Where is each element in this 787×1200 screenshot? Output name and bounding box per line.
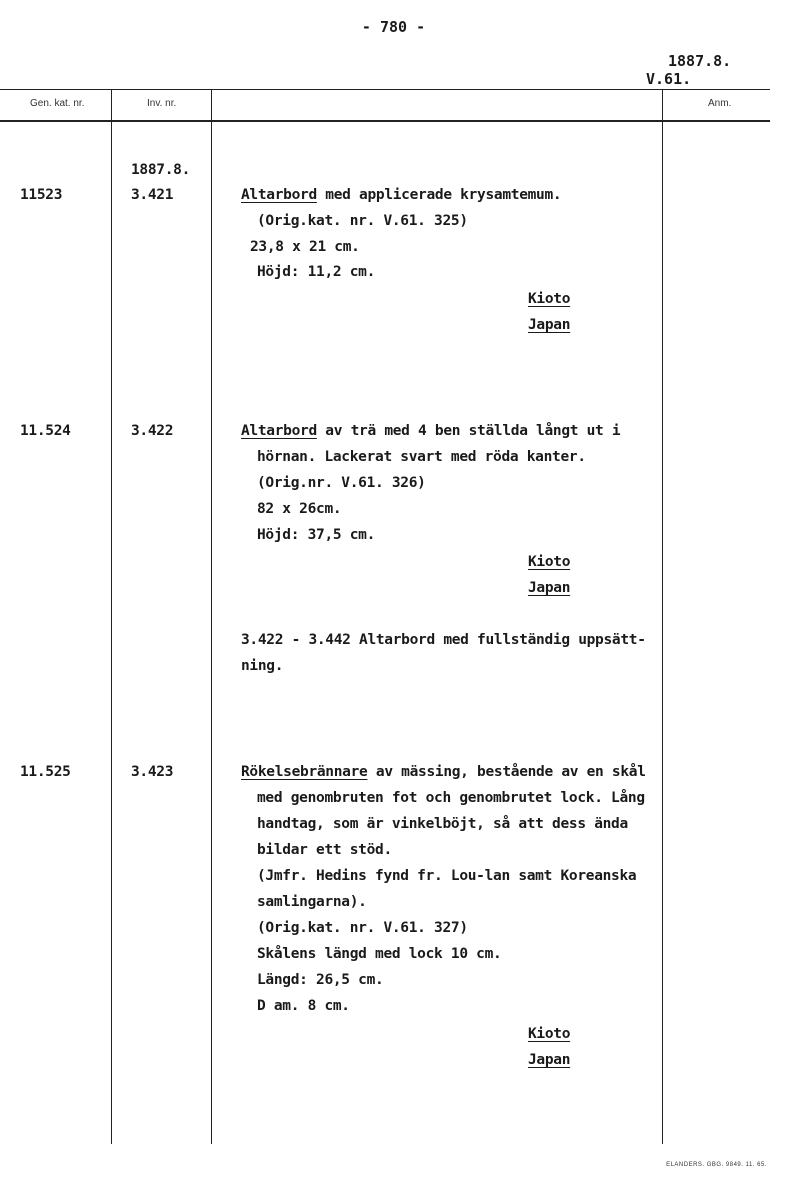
entry-note-line: ning.	[241, 658, 284, 674]
entry-first-line: Rökelsebrännare av mässing, bestående av en skål	[241, 764, 646, 780]
entry-line: Höjd: 37,5 cm.	[257, 527, 376, 543]
gen-kat-number: 11.525	[20, 764, 71, 780]
column-divider-2	[211, 89, 212, 1144]
entry-line: Höjd: 11,2 cm.	[257, 264, 376, 280]
column-divider-1	[111, 89, 112, 1144]
entry-line: (Orig.kat. nr. V.61. 327)	[257, 920, 468, 936]
header-date: 1887.8.	[131, 162, 191, 178]
gen-kat-number: 11523	[20, 187, 63, 203]
entry-title: Rökelsebrännare	[241, 764, 368, 780]
entry-title: Altarbord	[241, 423, 317, 439]
entry-line: 23,8 x 21 cm.	[250, 239, 360, 255]
entry-line: bildar ett stöd.	[257, 842, 392, 858]
place-city: Kioto	[528, 291, 571, 307]
column-header-gen-kat: Gen. kat. nr.	[30, 98, 85, 109]
column-header-anm: Anm.	[708, 98, 732, 109]
corner-date: 1887.8.	[668, 52, 732, 70]
entry-first-line: Altarbord med applicerade krysamtemum.	[241, 187, 562, 203]
column-header-inv: Inv. nr.	[147, 98, 177, 109]
entry-note-line: 3.422 - 3.442 Altarbord med fullständig uppsätt-	[241, 632, 646, 648]
header-top-rule	[0, 89, 770, 90]
place-country: Japan	[528, 580, 571, 596]
entry-line: (Orig.nr. V.61. 326)	[257, 475, 426, 491]
entry-title: Altarbord	[241, 187, 317, 203]
entry-line: hörnan. Lackerat svart med röda kanter.	[257, 449, 586, 465]
page-number: - 780 -	[361, 18, 426, 36]
inv-number: 3.423	[131, 764, 174, 780]
entry-line: 82 x 26cm.	[257, 501, 342, 517]
place-city: Kioto	[528, 554, 571, 570]
gen-kat-number: 11.524	[20, 423, 71, 439]
place-city: Kioto	[528, 1026, 571, 1042]
inv-number: 3.422	[131, 423, 174, 439]
corner-collection: V.61.	[646, 70, 692, 88]
place-country: Japan	[528, 317, 571, 333]
inv-number: 3.421	[131, 187, 174, 203]
entry-line: Skålens längd med lock 10 cm.	[257, 946, 502, 962]
entry-line: med genombruten fot och genombrutet lock. Lång	[257, 790, 645, 806]
entry-line: (Jmfr. Hedins fynd fr. Lou-lan samt Koreanska	[257, 868, 637, 884]
entry-line: (Orig.kat. nr. V.61. 325)	[257, 213, 468, 229]
header-bottom-rule	[0, 120, 770, 122]
printer-imprint: ELANDERS. GBG. 9849. 11. 65.	[666, 1162, 767, 1168]
place-country: Japan	[528, 1052, 571, 1068]
entry-line: samlingarna).	[257, 894, 367, 910]
entry-line: Längd: 26,5 cm.	[257, 972, 384, 988]
column-divider-3	[662, 89, 663, 1144]
entry-first-line: Altarbord av trä med 4 ben ställda långt ut i	[241, 423, 621, 439]
entry-line: handtag, som är vinkelböjt, så att dess ända	[257, 816, 628, 832]
entry-line: D am. 8 cm.	[257, 998, 350, 1014]
